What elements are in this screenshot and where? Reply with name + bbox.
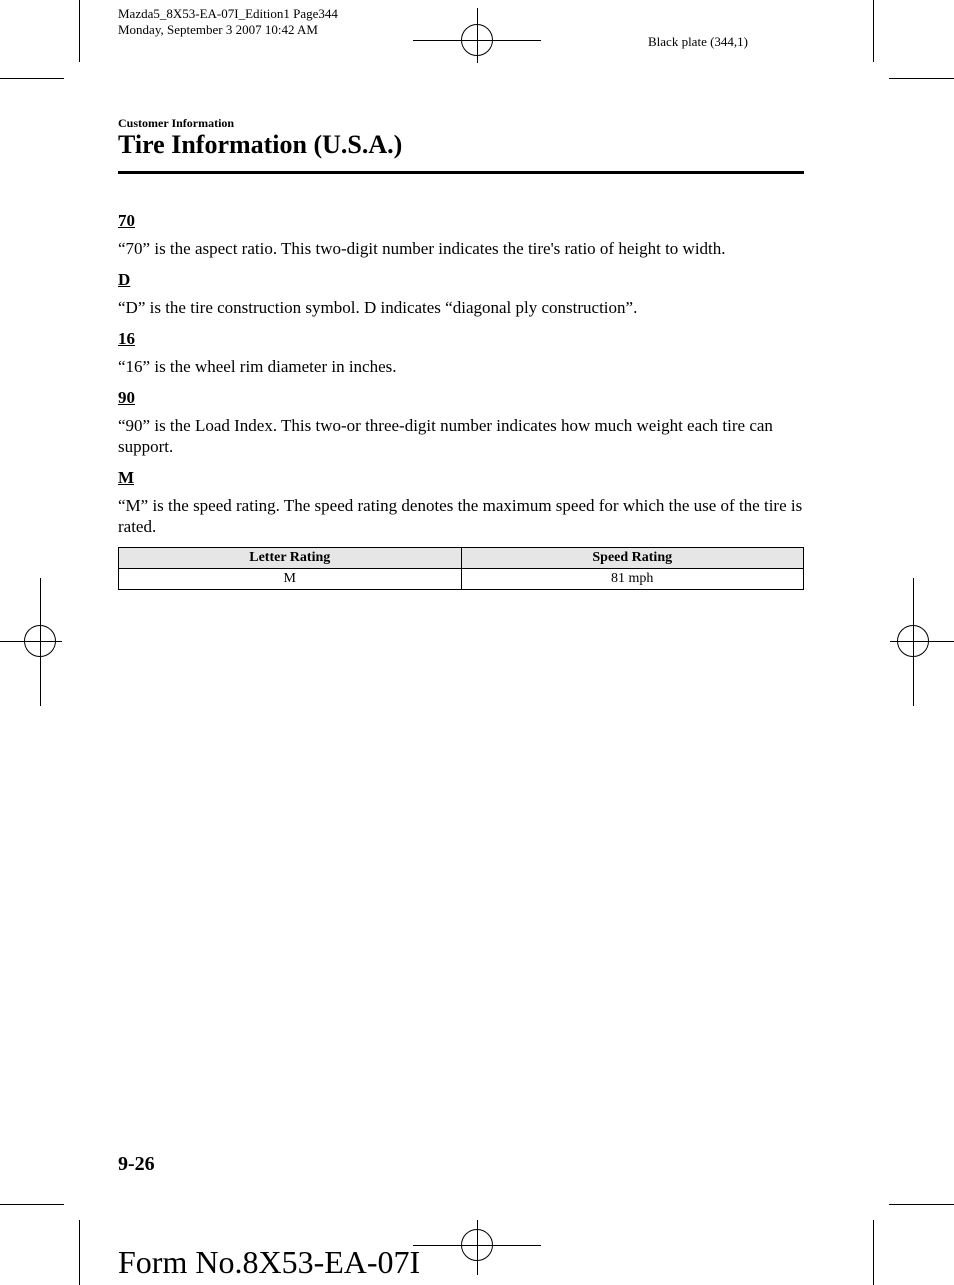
entry-term: D [118, 270, 131, 289]
entry-90 [118, 387, 804, 457]
entry-text: “16” is the wheel rim diameter in inches. [118, 357, 397, 376]
cell-letter: M [119, 569, 462, 590]
print-info [118, 6, 338, 38]
form-number: Form No.8X53-EA-07I [118, 1244, 421, 1280]
entry-text: “90” is the Load Index. This two-or three-digit number indicates how much weight each tire can support. [118, 416, 773, 456]
entry-term: 70 [118, 211, 135, 230]
entry-text: “70” is the aspect ratio. This two-digit number indicates the tire's ratio of height to width. [118, 239, 726, 258]
table-header-row [119, 548, 804, 569]
page-title: Tire Information (U.S.A.) [118, 130, 403, 159]
table-row [119, 569, 804, 590]
entry-text: “M” is the speed rating. The speed rating denotes the maximum speed for which the use of the tire is rated. [118, 496, 803, 536]
entry-m [118, 467, 804, 537]
entry-text: “D” is the tire construction symbol. D indicates “diagonal ply construction”. [118, 298, 638, 317]
entry-d [118, 269, 804, 318]
print-info-line-2: Monday, September 3 2007 10:42 AM [118, 22, 318, 37]
entry-term: M [118, 468, 135, 487]
title-rule [118, 171, 804, 174]
entry-term: 16 [118, 329, 135, 348]
header-letter-rating: Letter Rating [119, 548, 462, 569]
page-number: 9-26 [118, 1153, 155, 1175]
entry-16 [118, 328, 804, 377]
entry-70 [118, 210, 804, 259]
header-speed-rating: Speed Rating [461, 548, 804, 569]
cell-speed: 81 mph [461, 569, 804, 590]
speed-rating-table [118, 547, 804, 590]
print-info-line-1: Mazda5_8X53-EA-07I_Edition1 Page344 [118, 6, 338, 21]
entry-term: 90 [118, 388, 135, 407]
content [118, 210, 804, 590]
plate-label: Black plate (344,1) [648, 34, 748, 49]
section-label: Customer Information [118, 116, 235, 130]
